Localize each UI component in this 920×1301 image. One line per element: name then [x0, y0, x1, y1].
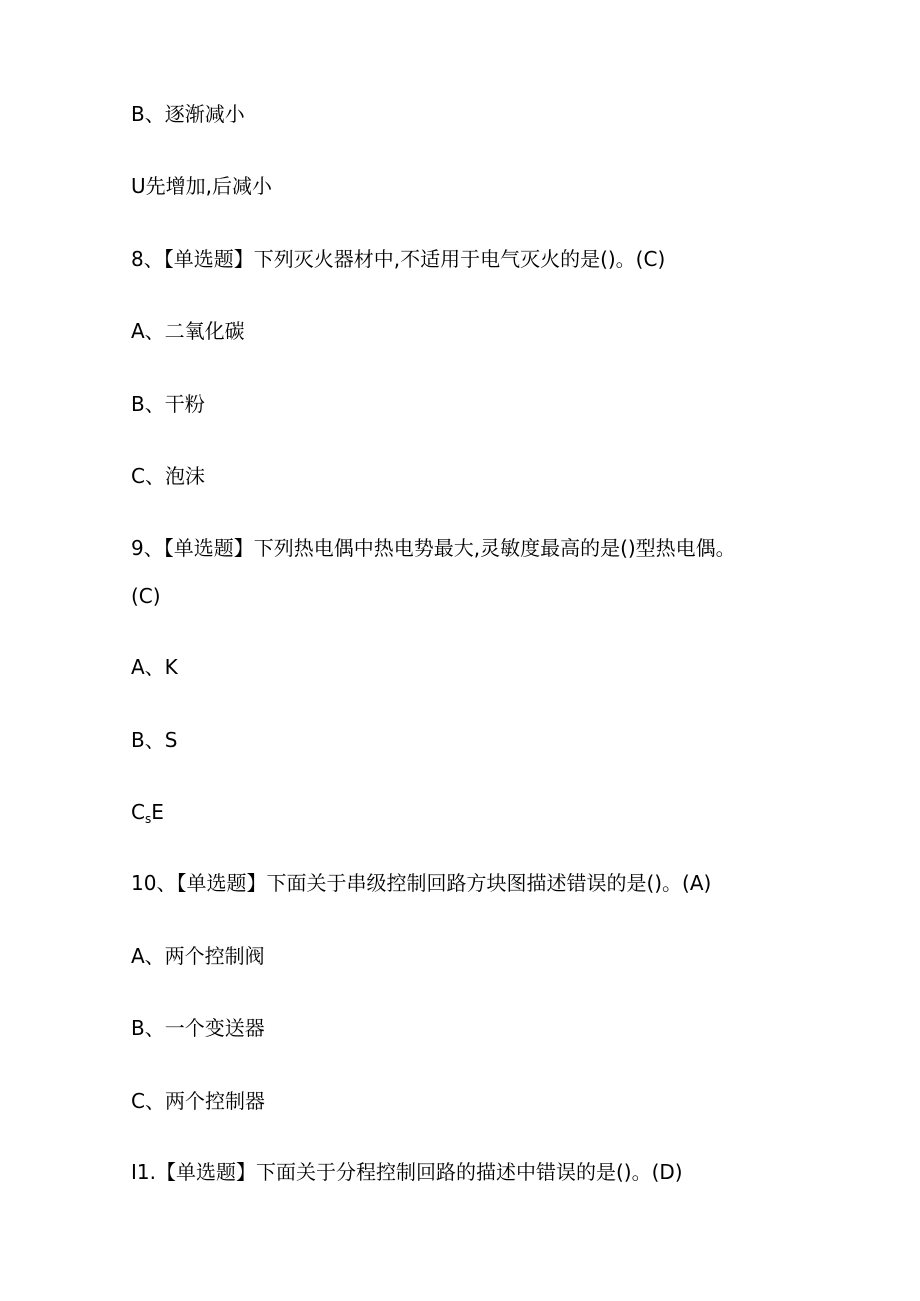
option-b-gradually-decrease: B、逐渐减小 — [131, 102, 245, 126]
q10-option-a: A、两个控制阀 — [131, 944, 265, 968]
q10-option-c: C、两个控制器 — [131, 1089, 265, 1113]
q9-option-a: A、K — [131, 655, 178, 679]
q9-option-c-subscript: s — [144, 812, 152, 826]
question-9: 9、【单选题】下列热电偶中热电势最大,灵敏度最高的是()型热电偶。 — [131, 536, 736, 560]
q8-option-a: A、二氧化碳 — [131, 319, 245, 343]
option-increase-then-decrease: U先增加,后减小 — [131, 174, 272, 198]
q9-option-c-suffix: E — [151, 800, 164, 824]
q8-option-b: B、干粉 — [131, 392, 205, 416]
question-10: 10、【单选题】下面关于串级控制回路方块图描述错误的是()。(A) — [131, 871, 712, 895]
q9-option-c — [131, 792, 891, 832]
q9-option-c-prefix: C — [131, 800, 145, 824]
question-8: 8、【单选题】下列灭火器材中,不适用于电气灭火的是()。(C) — [131, 247, 666, 271]
q9-option-b: B、S — [131, 728, 178, 752]
question-9-answer: (C) — [131, 584, 161, 608]
q10-option-b: B、一个变送器 — [131, 1016, 265, 1040]
question-11: I1.【单选题】下面关于分程控制回路的描述中错误的是()。(D) — [131, 1160, 683, 1184]
q8-option-c: C、泡沫 — [131, 464, 205, 488]
